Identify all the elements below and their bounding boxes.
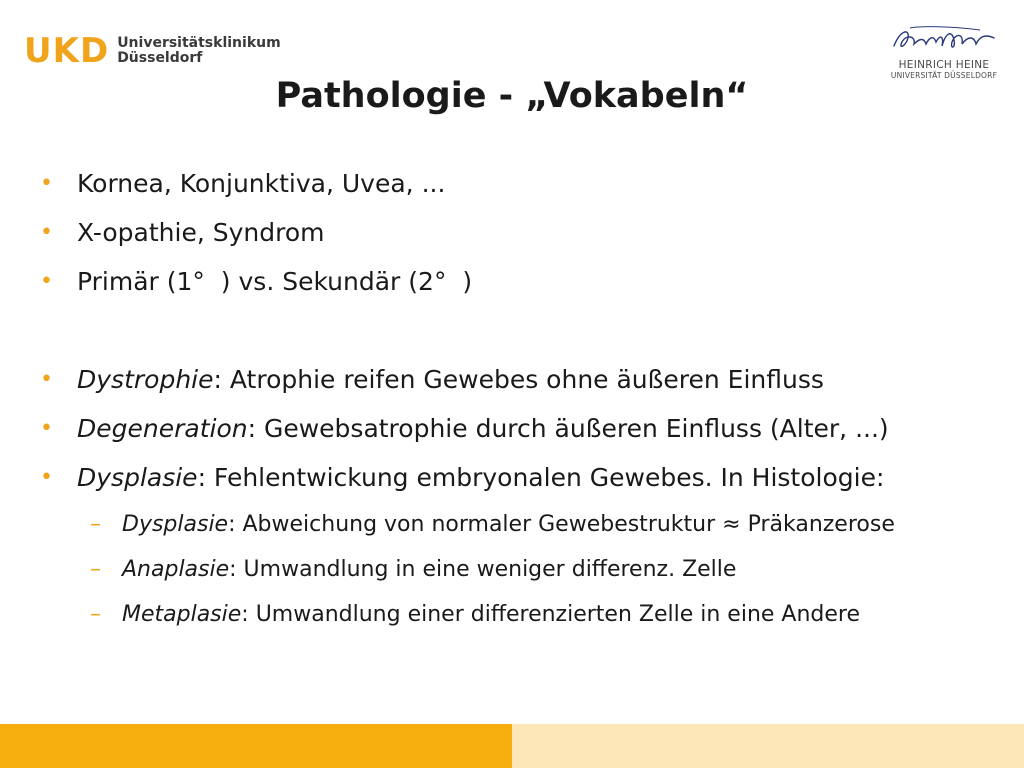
term-label: Anaplasie [122,557,230,582]
term-label: Metaplasie [122,602,242,627]
heine-signature-icon [890,24,998,58]
bullet-icon: • [40,367,53,392]
sub-list-item-text: : Umwandlung in eine weniger differenz. Zelle [229,557,737,582]
list-item [40,407,1004,456]
sub-list-item [40,595,1004,640]
term-label: Dystrophie [77,365,214,394]
sub-list-item [40,505,1004,550]
list-item [40,456,1004,505]
spacer [40,309,1004,358]
list-item [40,260,1004,309]
ukd-logo-line2: Düsseldorf [117,50,203,66]
ukd-logo-text [117,36,281,66]
bullet-list [40,162,1004,640]
dash-icon: – [90,512,101,537]
hhu-name: HEINRICH HEINE [898,59,990,71]
list-item-text: X-opathie, Syndrom [77,218,325,247]
sub-list-item [40,550,1004,595]
term-label: Degeneration [77,414,248,443]
dash-icon: – [90,602,101,627]
list-item-text: : Gewebsatrophie durch äußeren Einfluss (Alter, ...) [247,414,889,443]
bullet-icon: • [40,171,53,196]
bullet-icon: • [40,220,53,245]
term-label: Dysplasie [77,463,198,492]
sub-list-item-text: : Umwandlung einer differenzierten Zelle in eine Andere [241,602,861,627]
list-item [40,162,1004,211]
hhu-university: UNIVERSITÄT DÜSSELDORF [890,71,998,80]
bullet-icon: • [40,269,53,294]
list-item-text: Primär (1° ) vs. Sekundär (2° ) [77,267,473,296]
ukd-logo-line1: Universitätsklinikum [117,35,281,51]
dash-icon: – [90,557,101,582]
list-item [40,211,1004,260]
page-title: Pathologie - „Vokabeln“ [275,76,749,116]
bullet-icon: • [40,465,53,490]
term-label: Dysplasie [122,512,229,537]
hhu-logo [888,24,1000,80]
sub-list-item-text: : Abweichung von normaler Gewebestruktur ≈ Präkanzerose [228,512,895,537]
bullet-icon: • [40,416,53,441]
list-item-text: : Fehlentwickung embryonalen Gewebes. In Histologie: [197,463,885,492]
footer-bar-right [512,724,1024,768]
list-item [40,358,1004,407]
ukd-logo [24,31,281,71]
list-item-text: : Atrophie reifen Gewebes ohne äußeren Einfluss [213,365,824,394]
list-item-text: Kornea, Konjunktiva, Uvea, ... [77,169,446,198]
footer-bar-left [0,724,512,768]
ukd-logo-mark: UKD [24,31,110,71]
